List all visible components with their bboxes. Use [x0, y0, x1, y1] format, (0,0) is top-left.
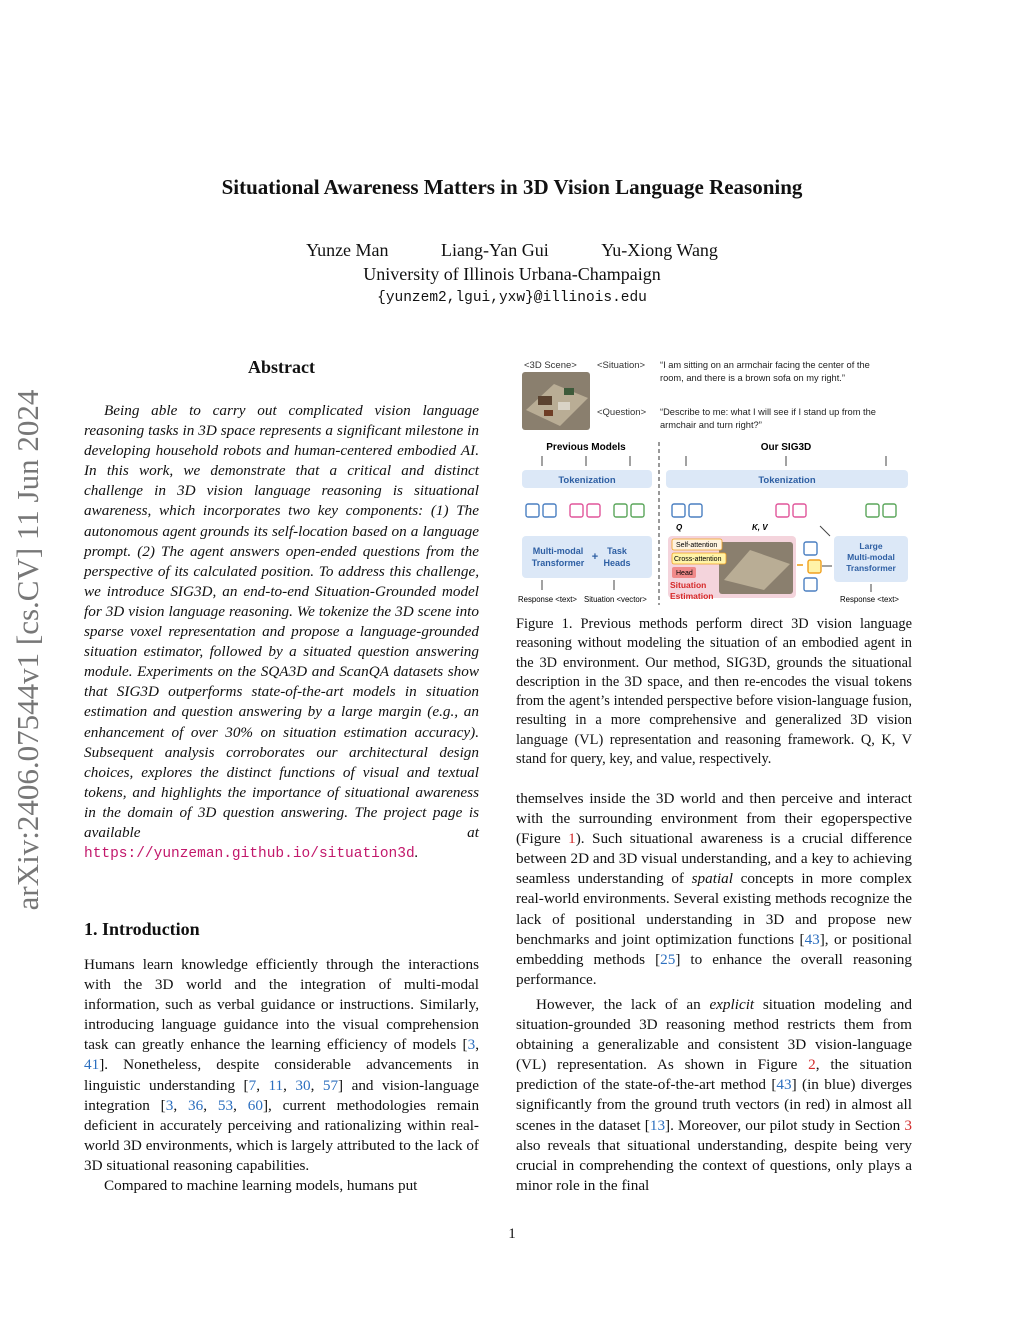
intro-left-column [84, 955, 479, 1196]
input-arrows [542, 456, 886, 466]
large-mm-text: Transformer [846, 563, 896, 573]
abstract-body: Being able to carry out complicated vision language reasoning tasks in 3D space represents a significant milestone in developing household robots and human-centered embodied AI. In this work, we demonstrate that a critical and distinct challenge in 3D vision language reasoning is situational awareness, which incorporates two key components: (1) The autonomous agent grounds its self-location based on a language prompt. (2) The agent answers open-ended questions from the perspective of its calculated position. To address this challenge, we introduce SIG3D, an end-to-end Situation-Grounded model for 3D vision language reasoning. We tokenize the 3D scene into sparse voxel representation and propose a language-grounded situation estimator, followed by a situated question answering module. Experiments on the SQA3D and ScanQA datasets show that SIG3D outperforms state-of-the-art models in situation estimation and question answering by a large margin (e.g., an enhancement of over 30% on situation estimation accuracy). Subsequent analysis corroborates our architectural design choices, explores the distinct functions of visual and textual tokens, and highlights the importance of situational awareness in the domain of 3D question answering. The project page is available at https://yunzeman.github.io/situation3d. [84, 402, 479, 863]
affiliation: University of Illinois Urbana-Champaign [363, 264, 661, 284]
situation-text-1: “I am sitting on an armchair facing the center of the [660, 360, 870, 370]
intro-paragraph-4: However, the lack of an explicit situation modeling and situation-grounded 3D reasoning method restricts them from obtaining a generalizable and consistent 3D vision-language (VL) representation. As shown in Figure 2, the situation prediction of the state-of-the-art method [43] (in blue) diverges significantly from the ground truth vectors (in red) in almost all scenes in the dataset [13]. Moreover, our pilot study in Section 3 also reveals that situational understanding, despite being very crucial in comprehending the context of questions, only plays a minor role in the final [516, 995, 912, 1194]
paper-title: Situational Awareness Matters in 3D Vision Language Reasoning [221, 175, 803, 199]
intro-paragraph-3: themselves inside the 3D world and then perceive and interact with the surrounding environment from their egoperspective (Figure 1). Such situational awareness is a crucial difference between 2D and 3D visual understanding, and a key to achieving seamless understanding of spatial concepts in more complex real-world environments. Several existing methods recognize the lack of positional understanding in 3D and propose new benchmarks and joint optimization functions [43], or positional embedding methods [25] to enhance the overall reasoning performance. [516, 790, 913, 988]
figure-caption: Figure 1. Previous methods perform direct 3D vision language reasoning without modeling the situation of an embodied agent in the 3D environment. Our method, SIG3D, grounds the situational description in the 3D space, and then re-encodes the visual tokens from the agent’s intended perspective before vision-language fusion, resulting in a more comprehensive and generalized 3D vision language (VL) representation and reasoning framework. Q, K, V stand for query, key, and value, respectively. [516, 616, 912, 768]
kv-label: K, V [752, 523, 768, 532]
author-name: Yunze Man [306, 240, 389, 260]
citation[interactable]: 60 [247, 1096, 263, 1114]
question-text-1: “Describe to me: what I will see if I stand up from the [660, 407, 876, 417]
email: {yunzem2,lgui,yxw}@illinois.edu [377, 290, 647, 306]
page-number: 1 [508, 1226, 516, 1242]
large-mm-text: Multi-modal [847, 552, 895, 562]
tokens-prev [526, 504, 644, 517]
figure-ref[interactable]: 1 [568, 830, 576, 848]
citation[interactable]: 43 [776, 1076, 792, 1094]
scene-tag: <3D Scene> [524, 360, 577, 371]
intro-paragraph-1: Humans learn knowledge efficiently through the interactions with the 3D world and the integration of multi-modal information, such as verbal guidance or instructions. Similarly, introducing language guidance into the visual comprehension task can greatly enhance the learning efficiency of models [3, 41]. Nonetheless, despite considerable advancements in linguistic understanding [7, 11, 30, 57] and vision-language integration [3, 36, 53, 60], current methodologies remain deficient in accurately perceiving and rationalizing within real-world 3D environments, which is largely attributed to the lack of 3D situational reasoning capabilities. [84, 956, 480, 1174]
intro-heading: 1. Introduction [84, 919, 200, 939]
mm-transformer-text: Transformer [531, 558, 585, 568]
response-label: Response <text> [840, 595, 899, 604]
figure-1 [514, 350, 914, 610]
response-label: Response <text> [518, 595, 577, 604]
cross-attention-label: Cross-attention [674, 556, 722, 563]
our-sig3d-title: Our SIG3D [760, 442, 812, 453]
task-heads-text: Heads [603, 558, 631, 568]
tokenization-label: Tokenization [758, 475, 816, 486]
citation[interactable]: 30 [295, 1076, 311, 1094]
large-mm-text: Large [859, 541, 883, 551]
citation[interactable]: 43 [804, 930, 820, 948]
author-name: Yu-Xiong Wang [601, 240, 718, 260]
author-list [0, 240, 1024, 261]
citation[interactable]: 13 [649, 1116, 666, 1134]
figure-ref[interactable]: 2 [808, 1056, 816, 1074]
tokenization-label: Tokenization [558, 475, 616, 486]
section-ref[interactable]: 3 [904, 1116, 912, 1134]
head-label: Head [676, 570, 693, 577]
citation[interactable]: 53 [217, 1096, 234, 1114]
previous-models-title: Previous Models [546, 442, 626, 453]
citation[interactable]: 3 [467, 1036, 476, 1054]
abstract-heading: Abstract [248, 357, 315, 377]
multimodal-transformer-box [522, 536, 652, 578]
situation-vector-label: Situation <vector> [584, 595, 647, 604]
situation-text-2: room, and there is a brown sofa on my right.” [660, 373, 845, 383]
citation[interactable]: 25 [660, 950, 676, 968]
situation-estimation-label: Estimation [670, 591, 714, 601]
citation[interactable]: 11 [268, 1076, 284, 1094]
project-link[interactable]: https://yunzeman.github.io/situation3d [84, 846, 415, 863]
citation[interactable]: 3 [165, 1096, 174, 1114]
situation-estimation-label: Situation [670, 580, 707, 590]
mm-transformer-text: Multi-modal [532, 546, 584, 556]
plus-sign: + [591, 551, 599, 563]
citation[interactable]: 36 [188, 1096, 204, 1114]
tokens-ours [672, 504, 896, 517]
scene-thumbnail [522, 372, 590, 430]
output-arrows-prev [542, 580, 614, 590]
task-heads-text: Task [607, 546, 627, 556]
question-tag: <Question> [597, 407, 647, 418]
author-name: Liang-Yan Gui [441, 240, 549, 260]
figure-diagram [514, 350, 914, 610]
citation[interactable]: 7 [248, 1076, 257, 1094]
q-label: Q [676, 523, 683, 532]
re-encoded-tokens [797, 526, 832, 591]
question-text-2: armchair and turn right?” [660, 420, 762, 430]
self-attention-label: Self-attention [676, 542, 718, 549]
intro-right-column [516, 789, 912, 1196]
citation[interactable]: 41 [84, 1056, 100, 1074]
citation[interactable]: 57 [322, 1076, 339, 1094]
situation-tag: <Situation> [597, 360, 646, 371]
intro-paragraph-2: Compared to machine learning models, humans put [104, 1177, 418, 1195]
